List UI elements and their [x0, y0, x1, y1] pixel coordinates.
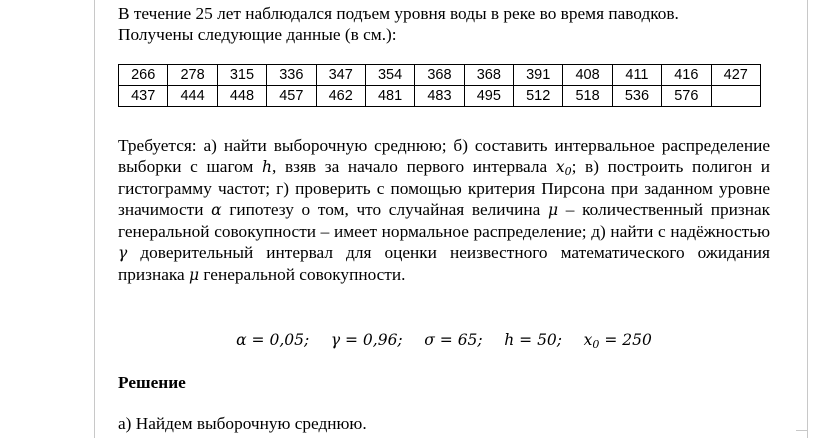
table-row	[119, 65, 761, 86]
table-cell: 437	[119, 86, 168, 107]
table-cell: 354	[365, 65, 414, 86]
task-text-6: доверительный интервал для оценки неизвестного математического ожидания признака	[118, 243, 770, 284]
table-cell: 483	[415, 86, 464, 107]
page-corner-mark	[796, 430, 808, 431]
table-cell: 278	[168, 65, 217, 86]
table-cell: 416	[662, 65, 711, 86]
solution-heading: Решение	[118, 373, 186, 392]
table-cell: 336	[267, 65, 316, 86]
table-cell: 347	[316, 65, 365, 86]
data-table	[118, 64, 761, 107]
table-row	[119, 86, 761, 107]
table-cell: 457	[267, 86, 316, 107]
symbol-mu: μ	[548, 201, 559, 219]
page-border-right	[807, 0, 808, 438]
task-text-3: ; в) построить полигон и гистограмму частот; г) проверить с помощью критерия Пирсона при заданном уровне значимости	[118, 157, 770, 219]
parameters-formula	[118, 329, 770, 351]
table-cell: 536	[612, 86, 661, 107]
task-text-4: гипотезу о том, что случайная величина	[221, 200, 549, 219]
symbol-mu-2: μ	[189, 266, 200, 284]
task-paragraph	[118, 135, 770, 286]
task-text-2: , взяв за начало первого интервала	[272, 157, 556, 176]
param-sigma: σ = 65;	[424, 331, 483, 349]
symbol-alpha: α	[211, 201, 222, 219]
table-cell: 391	[514, 65, 563, 86]
table-cell: 368	[415, 65, 464, 86]
intro-line-1: В течение 25 лет наблюдался подъем уровня воды в реке во время паводков.	[118, 4, 679, 23]
problem-intro	[118, 3, 770, 45]
param-alpha: α = 0,05;	[236, 331, 310, 349]
table-cell: 444	[168, 86, 217, 107]
param-x0: $x_0 = 250$	[583, 331, 652, 351]
table-cell: 315	[217, 65, 266, 86]
intro-line-2: Получены следующие данные (в см.):	[118, 25, 397, 44]
page-border-left	[94, 0, 95, 438]
param-h: h = 50;	[504, 331, 563, 349]
symbol-gamma: γ	[118, 244, 128, 262]
symbol-x0: $x_0$	[555, 158, 572, 178]
table-cell: 368	[464, 65, 513, 86]
table-cell: 427	[711, 65, 761, 86]
task-text-7: генеральной совокупности.	[199, 265, 406, 284]
task-text-1: Требуется: а) найти выборочную среднюю; б) составить интервальное распределение выборки с шагом	[118, 136, 770, 176]
table-cell: 411	[612, 65, 661, 86]
table-cell: 462	[316, 86, 365, 107]
param-gamma: γ = 0,96;	[330, 331, 403, 349]
table-cell	[711, 86, 761, 107]
table-cell: 576	[662, 86, 711, 107]
table-cell: 518	[563, 86, 612, 107]
solution-step-a: а) Найдем выборочную среднюю.	[118, 414, 367, 433]
data-table-body	[119, 65, 761, 107]
table-cell: 481	[365, 86, 414, 107]
table-cell: 512	[514, 86, 563, 107]
table-cell: 408	[563, 65, 612, 86]
table-cell: 266	[119, 65, 168, 86]
symbol-h: h	[262, 158, 273, 176]
table-cell: 448	[217, 86, 266, 107]
table-cell: 495	[464, 86, 513, 107]
task-text-5: – количественный признак генеральной совокупности – имеет нормальное распределение; д) найти с надёжностью	[118, 200, 771, 241]
